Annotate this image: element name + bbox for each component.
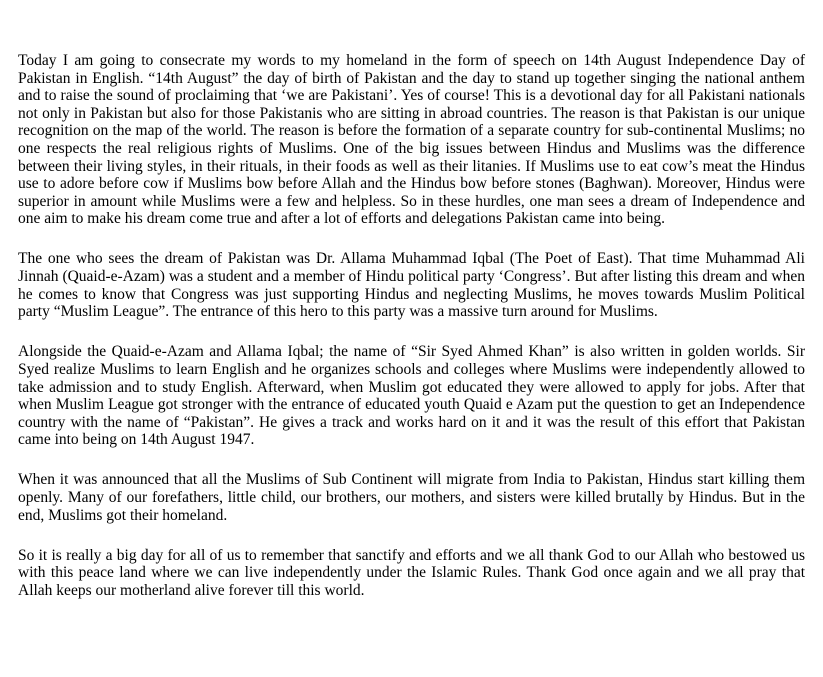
paragraph-sir-syed-ahmed-khan: Alongside the Quaid-e-Azam and Allama Iqbal; the name of “Sir Syed Ahmed Khan” is also written in golden worlds. Sir Syed realize Muslims to learn English and he organizes schools and colleges where Muslims were independently allowed to take admission and to study English. Afterward, when Muslim got educated they were allowed to apply for jobs. After that when Muslim League got stronger with the entrance of educated youth Quaid e Azam put the question to get an Independence country with the name of “Pakistan”. He gives a track and works hard on it and it was the result of this effort that Pakistan came into being on 14th August 1947.	[18, 343, 805, 449]
paragraph-iqbal-jinnah-dream: The one who sees the dream of Pakistan was Dr. Allama Muhammad Iqbal (The Poet of East). That time Muhammad Ali Jinnah (Quaid-e-Azam) was a student and a member of Hindu political party ‘Congress’. But after listing this dream and when he comes to know that Congress was just supporting Hindus and neglecting Muslims, he moves towards Muslim Political party “Muslim League”. The entrance of this hero to this party was a massive turn around for Muslims.	[18, 250, 805, 321]
paragraph-conclusion-thanks: So it is really a big day for all of us to remember that sanctify and efforts and we all thank God to our Allah who bestowed us with this peace land where we can live independently under the Islamic Rules. Thank God once again and we all pray that Allah keeps our motherland alive forever till this world.	[18, 546, 805, 599]
paragraph-intro-independence-day: Today I am going to consecrate my words to my homeland in the form of speech on 14th August Independence Day of Pakistan in English. “14th August” the day of birth of Pakistan and the day to stand up together singing the national anthem and to raise the sound of proclaiming that ‘we are Pakistani’. Yes of course! This is a devotional day for all Pakistani nationals not only in Pakistan but also for those Pakistanis who are sitting in abroad countries. The reason is that Pakistan is our unique recognition on the map of the world. The reason is before the formation of a separate country for sub-continental Muslims; no one respects the real religious rights of Muslims. One of the big issues between Hindus and Muslims was the difference between their living styles, in their rituals, in their foods as well as their litanies. If Muslims use to eat cow’s meat the Hindus use to adore before cow if Muslims bow before Allah and the Hindus bow before stones (Baghwan). Moreover, Hindus were superior in amount while Muslims were a few and helpless. So in these hurdles, one man sees a dream of Independence and one aim to make his dream come true and after a lot of efforts and delegations Pakistan came into being.	[18, 52, 805, 228]
document-body	[18, 52, 805, 599]
paragraph-migration: When it was announced that all the Muslims of Sub Continent will migrate from India to Pakistan, Hindus start killing them openly. Many of our forefathers, little child, our brothers, our mothers, and sisters were killed brutally by Hindus. But in the end, Muslims got their homeland.	[18, 471, 805, 524]
